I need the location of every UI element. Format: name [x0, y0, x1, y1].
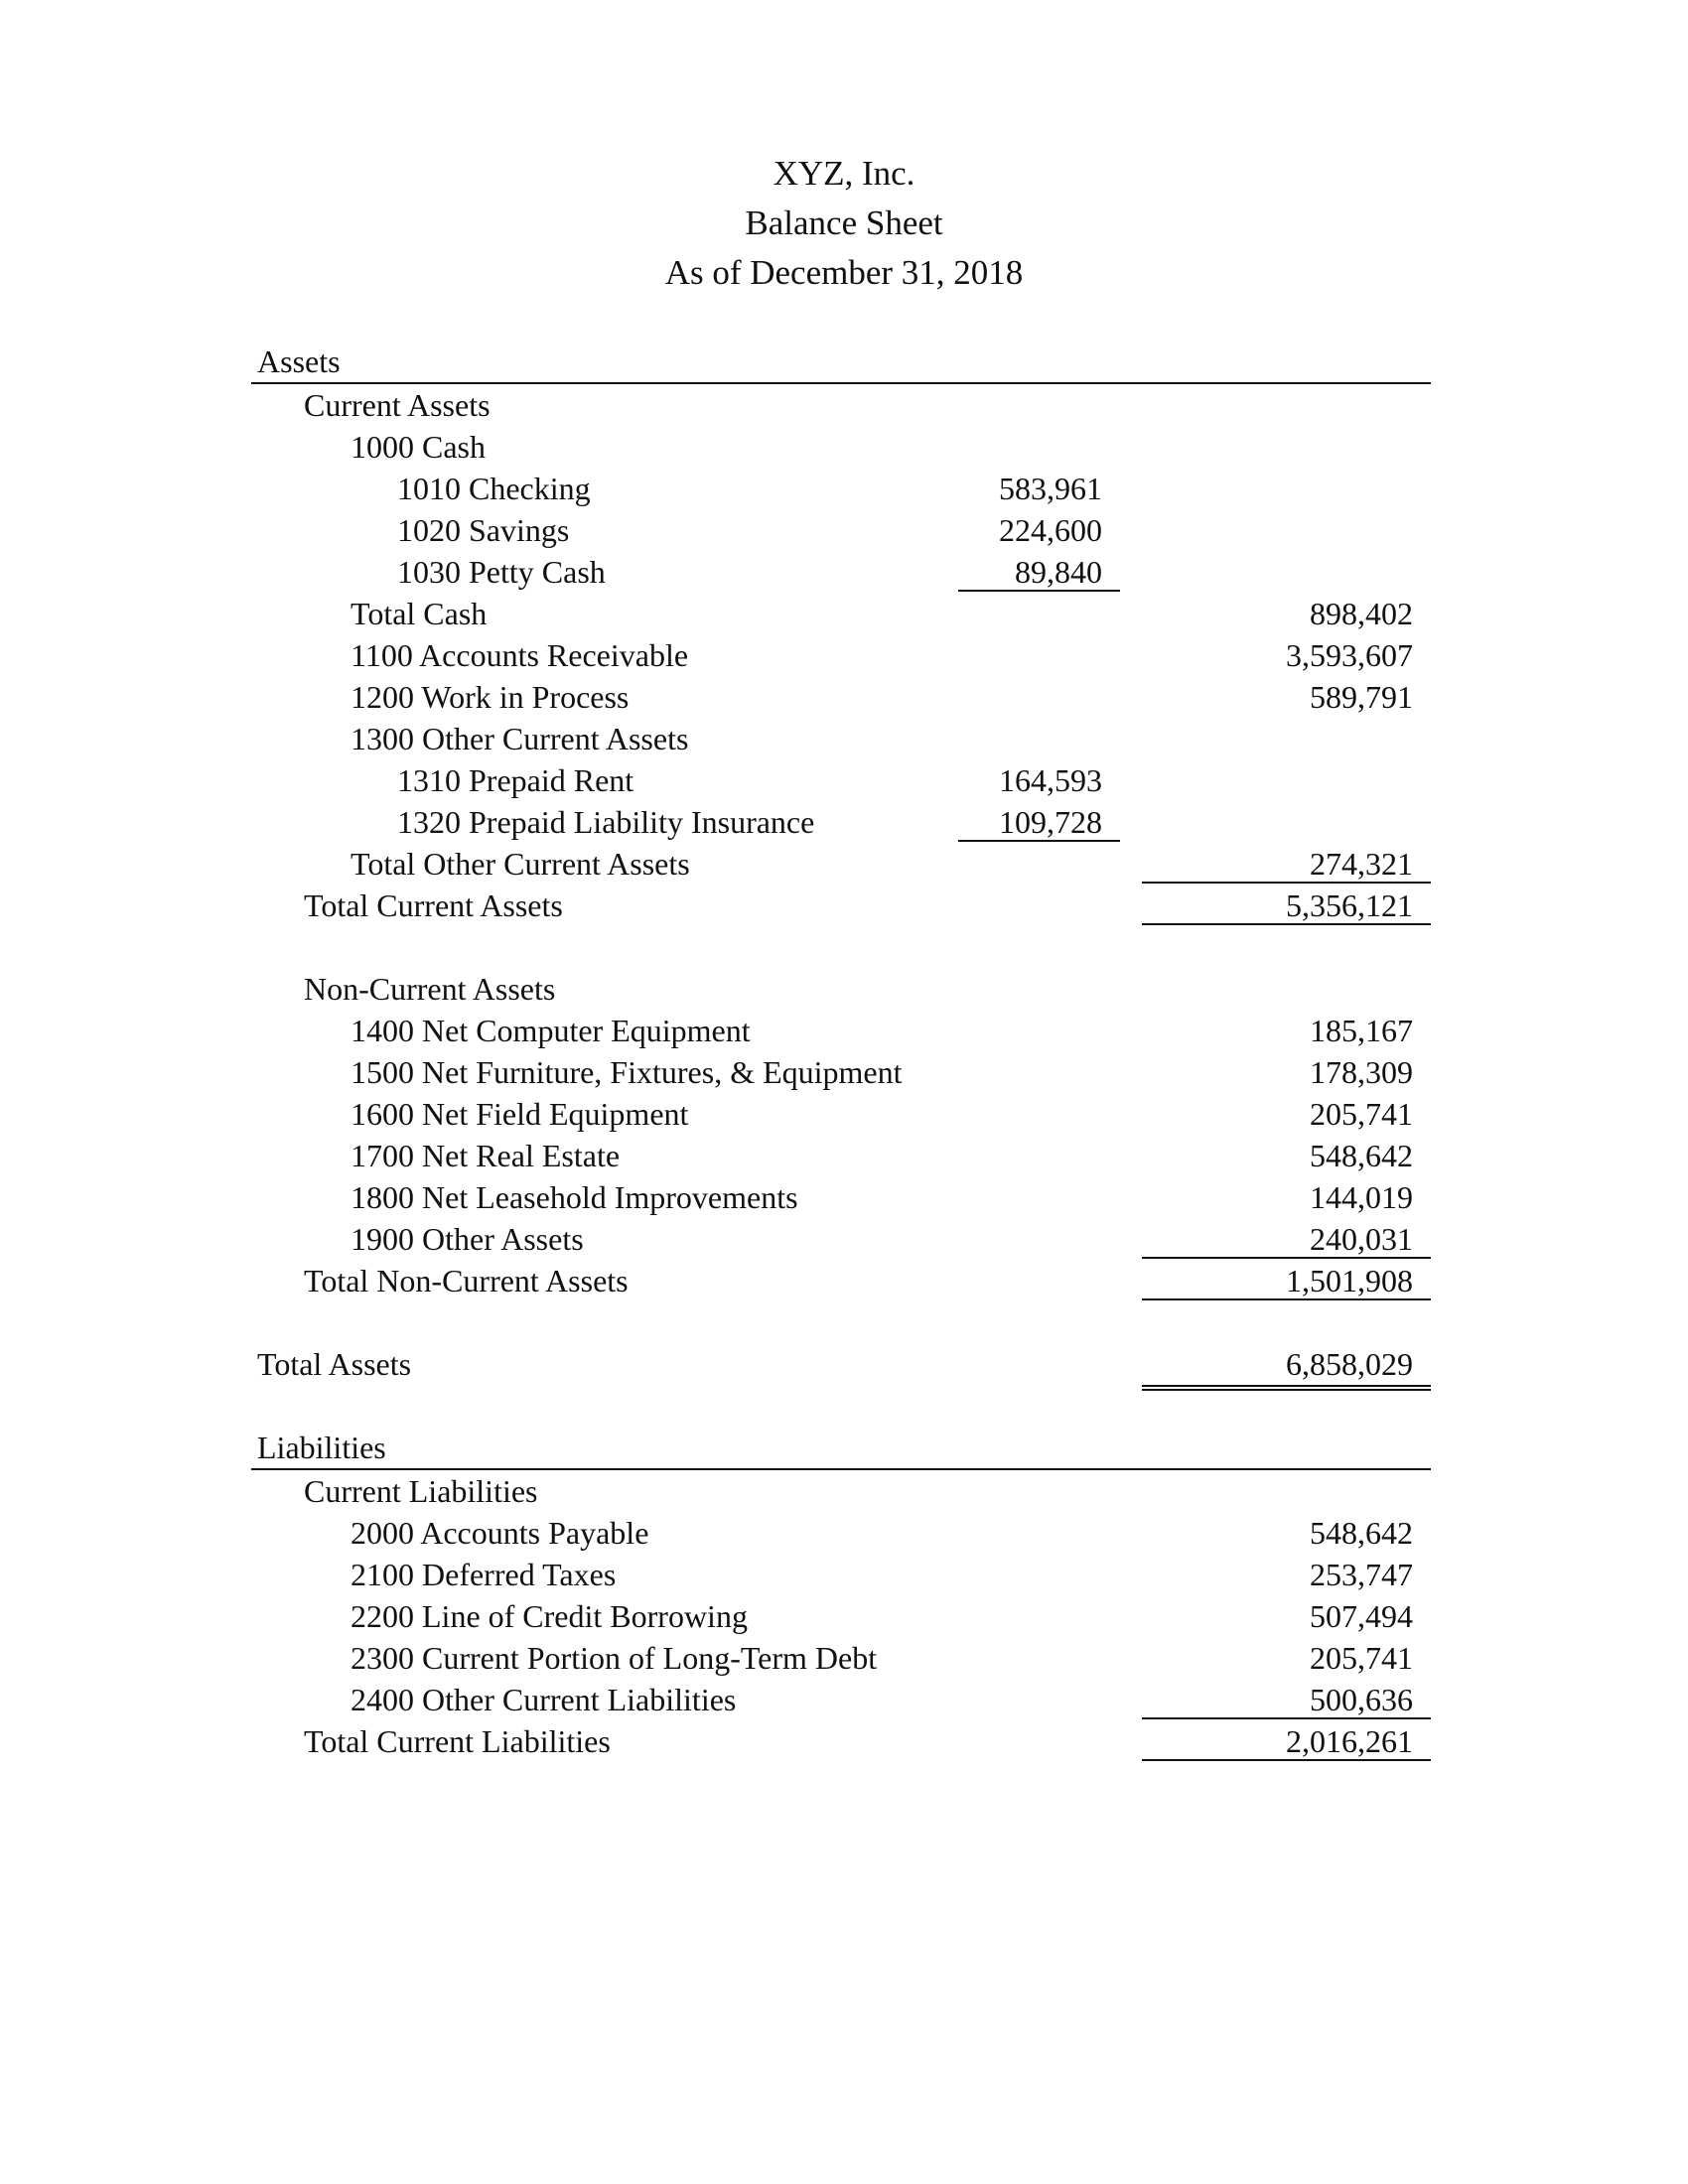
line-label: 1020 Savings — [397, 512, 570, 548]
balance-sheet-table — [251, 341, 1431, 1762]
line-label: 1320 Prepaid Liability Insurance — [397, 804, 815, 840]
line-item-deferred-taxes — [251, 1554, 1431, 1595]
report-header — [0, 149, 1688, 298]
spacer — [251, 1385, 1431, 1427]
line-label: 1800 Net Leasehold Improvements — [351, 1179, 798, 1215]
total-current-liabilities-row — [251, 1720, 1431, 1762]
line-item-work-in-process — [251, 676, 1431, 718]
company-name: XYZ, Inc. — [773, 154, 915, 193]
line-amount: 164,593 — [999, 762, 1102, 798]
line-amount: 224,600 — [999, 512, 1102, 548]
line-amount: 274,321 — [1142, 843, 1431, 884]
current-assets-heading: Current Assets — [304, 387, 491, 423]
line-label: 2400 Other Current Liabilities — [351, 1682, 737, 1717]
line-amount: 589,791 — [1310, 679, 1413, 715]
line-amount: 898,402 — [1310, 596, 1413, 631]
line-item-furniture — [251, 1051, 1431, 1093]
line-label: 1100 Accounts Receivable — [351, 637, 689, 673]
line-amount: 5,356,121 — [1142, 885, 1431, 925]
line-item-savings — [251, 509, 1431, 551]
line-item-accounts-payable — [251, 1512, 1431, 1554]
spacer — [251, 926, 1431, 968]
line-amount: 109,728 — [958, 801, 1120, 842]
line-item-real-estate — [251, 1135, 1431, 1176]
line-label: 1900 Other Assets — [351, 1221, 584, 1257]
line-amount: 548,642 — [1310, 1138, 1413, 1173]
line-item-computer-equipment — [251, 1010, 1431, 1051]
line-label: 1030 Petty Cash — [397, 554, 606, 590]
line-amount: 205,741 — [1310, 1640, 1413, 1676]
line-label: 2300 Current Portion of Long-Term Debt — [351, 1640, 878, 1676]
other-current-assets-heading: 1300 Other Current Assets — [351, 721, 689, 756]
line-label: 1200 Work in Process — [351, 679, 630, 715]
line-label: 1700 Net Real Estate — [351, 1138, 621, 1173]
cash-heading: 1000 Cash — [351, 429, 486, 465]
line-amount: 253,747 — [1310, 1557, 1413, 1592]
line-item-leasehold — [251, 1176, 1431, 1218]
line-label: Total Current Assets — [304, 887, 563, 923]
line-item-checking — [251, 468, 1431, 509]
line-amount: 144,019 — [1310, 1179, 1413, 1215]
line-label: 1310 Prepaid Rent — [397, 762, 634, 798]
line-label: 1500 Net Furniture, Fixtures, & Equipment — [351, 1054, 903, 1090]
line-label: 1400 Net Computer Equipment — [351, 1013, 751, 1048]
line-item-other-assets — [251, 1218, 1431, 1260]
spacer — [251, 1301, 1431, 1343]
line-item-prepaid-insurance — [251, 801, 1431, 843]
total-non-current-assets-row — [251, 1260, 1431, 1301]
line-amount: 500,636 — [1142, 1679, 1431, 1719]
line-amount: 2,016,261 — [1142, 1720, 1431, 1761]
line-label: Total Current Liabilities — [304, 1723, 611, 1759]
line-label: Total Other Current Assets — [351, 846, 690, 882]
assets-section-heading: Assets — [251, 341, 1431, 384]
line-label: 1600 Net Field Equipment — [351, 1096, 689, 1132]
line-label: Total Assets — [257, 1346, 412, 1382]
line-label: 2000 Accounts Payable — [351, 1515, 649, 1551]
line-item-line-of-credit — [251, 1595, 1431, 1637]
line-label: 2200 Line of Credit Borrowing — [351, 1598, 748, 1634]
line-label: Total Non-Current Assets — [304, 1263, 629, 1298]
line-label: 2100 Deferred Taxes — [351, 1557, 617, 1592]
line-amount: 178,309 — [1310, 1054, 1413, 1090]
line-item-prepaid-rent — [251, 759, 1431, 801]
total-assets-row — [251, 1343, 1431, 1385]
report-title: Balance Sheet — [745, 204, 943, 242]
liabilities-section-heading: Liabilities — [251, 1427, 1431, 1470]
line-amount: 548,642 — [1310, 1515, 1413, 1551]
line-item-accounts-receivable — [251, 634, 1431, 676]
total-current-assets-row — [251, 885, 1431, 926]
line-item-ltd-current — [251, 1637, 1431, 1679]
line-amount: 1,501,908 — [1142, 1260, 1431, 1300]
line-amount: 185,167 — [1310, 1013, 1413, 1048]
current-liabilities-heading: Current Liabilities — [304, 1473, 538, 1509]
line-amount: 6,858,029 — [1142, 1343, 1431, 1391]
line-label: 1010 Checking — [397, 471, 591, 506]
line-amount: 583,961 — [999, 471, 1102, 506]
line-amount: 507,494 — [1310, 1598, 1413, 1634]
line-item-field-equipment — [251, 1093, 1431, 1135]
line-amount: 89,840 — [958, 551, 1120, 592]
line-amount: 205,741 — [1310, 1096, 1413, 1132]
line-item-petty-cash — [251, 551, 1431, 593]
line-amount: 240,031 — [1142, 1218, 1431, 1259]
total-other-current-assets-row — [251, 843, 1431, 885]
line-item-other-current-liabilities — [251, 1679, 1431, 1720]
non-current-assets-heading: Non-Current Assets — [304, 971, 556, 1007]
total-cash-row — [251, 593, 1431, 634]
line-amount: 3,593,607 — [1286, 637, 1413, 673]
line-label: Total Cash — [351, 596, 488, 631]
report-date: As of December 31, 2018 — [664, 253, 1024, 292]
